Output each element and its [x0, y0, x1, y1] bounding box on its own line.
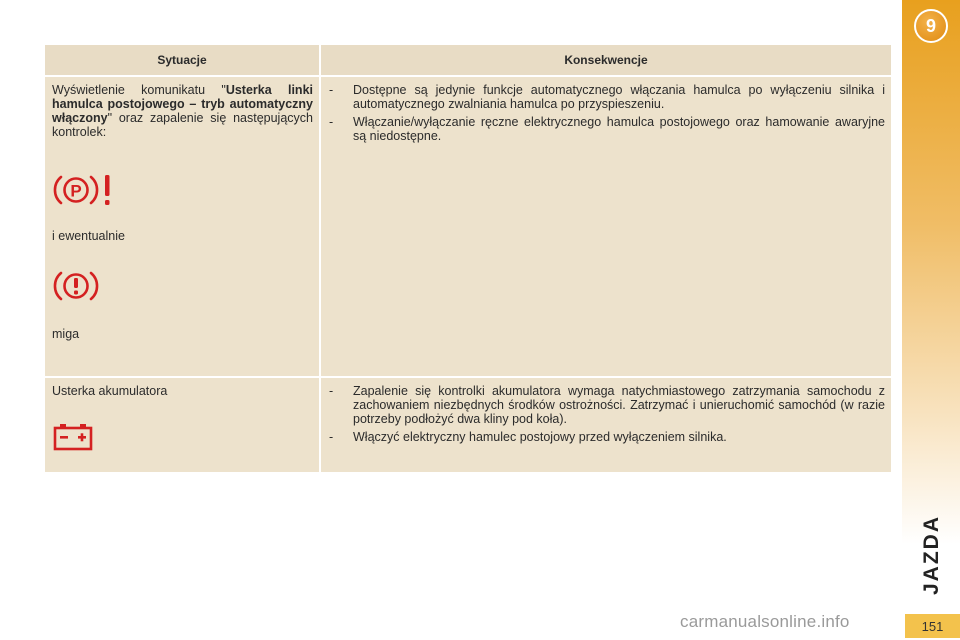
table-header-row [45, 45, 891, 76]
warnings-table [45, 45, 891, 474]
consequences-list [327, 384, 885, 444]
chapter-number-badge [914, 9, 948, 43]
situation-intro: Wyświetlenie komunikatu " [52, 83, 226, 97]
consequences-list [327, 83, 885, 143]
situation-cell [45, 377, 320, 473]
brake-warning-icon [52, 265, 313, 307]
header-situations: Sytuacje [45, 45, 320, 76]
header-consequences: Konsekwencje [320, 45, 891, 76]
chapter-side-tab [902, 0, 960, 640]
situation-between: i ewentualnie [52, 229, 125, 243]
battery-icon [52, 416, 313, 458]
list-item: - Zapalenie się kontrolki akumulatora wymaga natychmiastowego zatrzymania samochodu z zachowaniem niezbędnych środków ostrożności. Zatrzymać i unieruchomić samochód (w razie potrzeby podłożyć dwa kliny pod koła). [327, 384, 885, 426]
chapter-number: 9 [925, 15, 936, 36]
table-row [45, 76, 891, 377]
situation-after: " oraz zapalenie się następujących kontrolek: [52, 111, 313, 139]
situation-end: miga [52, 327, 80, 341]
situation-text [52, 83, 313, 139]
section-label [912, 510, 952, 600]
parking-brake-warning-icon [52, 169, 313, 211]
page-number: 151 [905, 614, 960, 638]
section-title: JAZDA [920, 514, 944, 596]
table-row [45, 377, 891, 473]
situation-text: Usterka akumulatora [52, 384, 168, 398]
list-item: - Włączyć elektryczny hamulec postojowy przed wyłączeniem silnika. [327, 430, 885, 444]
situation-message: Usterka linki hamulca postojowego – tryb automatyczny włączony [52, 83, 313, 125]
situation-cell [45, 76, 320, 377]
list-item: - Dostępne są jedynie funkcje automatycznego włączania hamulca po wyłączeniu silnika i automatycznego zwalniania hamulca po przyspieszeniu. [327, 83, 885, 111]
consequences-cell [320, 377, 891, 473]
list-item: - Włączanie/wyłączanie ręczne elektrycznego hamulca postojowego oraz hamowanie awaryjne są niedostępne. [327, 115, 885, 143]
watermark: carmanualsonline.info [680, 612, 850, 631]
svg-text:P: P [70, 181, 82, 201]
consequences-cell [320, 76, 891, 377]
